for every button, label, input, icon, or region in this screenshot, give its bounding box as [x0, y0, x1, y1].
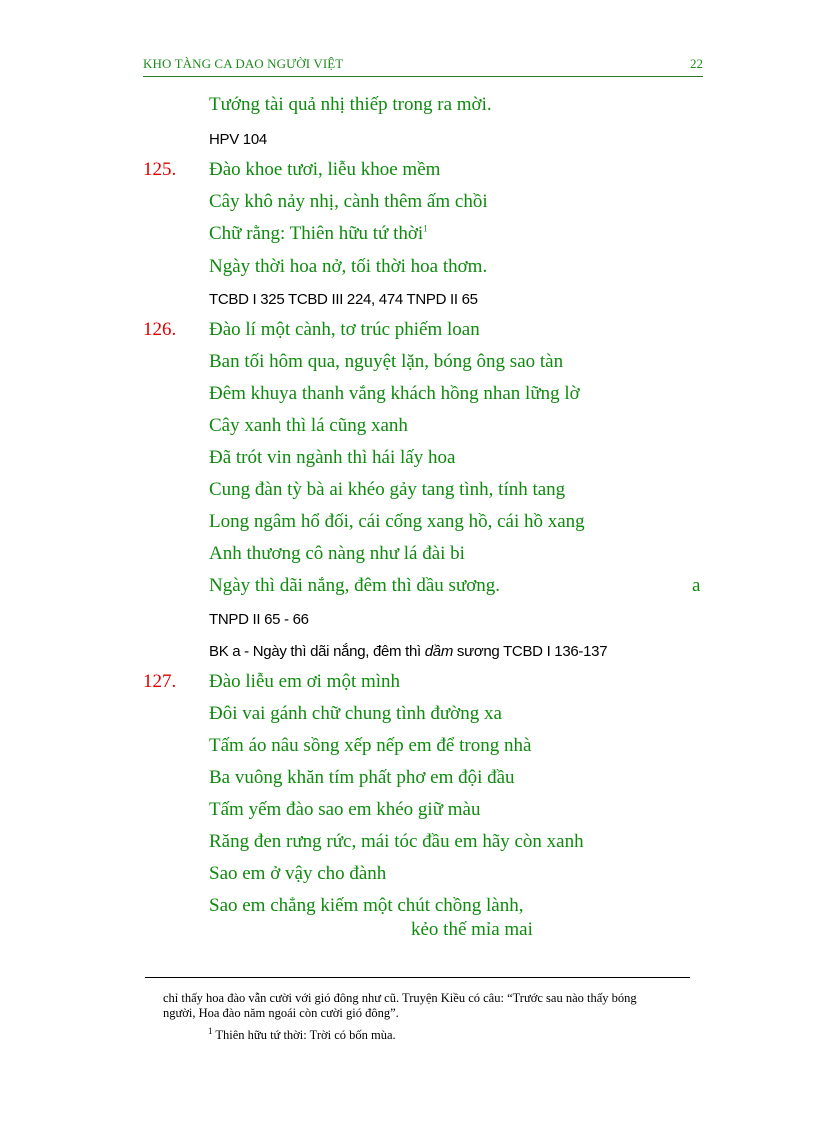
running-header: [143, 56, 703, 77]
variant-word: dầm: [424, 643, 454, 660]
verse-line: Ngày thời hoa nở, tối thời hoa thơm.: [209, 256, 488, 277]
source-ref: TNPD II 65 - 66: [209, 611, 309, 628]
source-ref: HPV 104: [209, 131, 267, 148]
footnote-divider: [145, 977, 690, 978]
variant-text: BK a - Ngày thì dãi nắng, đêm thì: [209, 643, 425, 660]
verse-line: Răng đen rưng rức, mái tóc đầu em hãy còn xanh: [209, 831, 584, 852]
source-ref: TCBD I 325 TCBD III 224, 474 TNPD II 65: [209, 291, 478, 308]
verse-line: Ban tối hôm qua, nguyệt lặn, bóng ông sao tàn: [209, 351, 564, 372]
footnote-mark: 1: [208, 1025, 213, 1036]
verse-line: Đêm khuya thanh vắng khách hồng nhan lững lờ: [209, 383, 580, 404]
verse-line: Đã trót vin ngành thì hái lấy hoa: [209, 447, 456, 468]
page-number: 22: [690, 56, 703, 71]
verse-line: Tướng tài quả nhị thiếp trong ra mời.: [209, 94, 492, 115]
footnote-continued: người, Hoa đào năm ngoái còn cười gió đông”.: [163, 1006, 399, 1020]
verse-line: Sao em ở vậy cho đành: [209, 863, 387, 884]
verse-text: Chữ rằng: Thiên hữu tứ thời: [209, 223, 424, 244]
verse-line: kẻo thế mỉa mai: [411, 919, 533, 940]
verse-line: Cây xanh thì lá cũng xanh: [209, 415, 408, 436]
verse-line: Ngày thì dãi nắng, đêm thì dầu sương.: [209, 575, 501, 596]
verse-line: Cung đàn tỳ bà ai khéo gảy tang tình, tính tang: [209, 479, 566, 500]
verse-line: Đôi vai gánh chữ chung tình đường xa: [209, 703, 502, 724]
verse-line: Ba vuông khăn tím phất phơ em đội đầu: [209, 767, 515, 788]
verse-line: Đào liễu em ơi một mình: [209, 671, 401, 692]
verse-line: Tấm yếm đào sao em khéo giữ màu: [209, 799, 481, 820]
verse-line: Cây khô nảy nhị, cành thêm ấm chồi: [209, 191, 488, 212]
footnote-text: Thiên hữu tứ thời: Trời có bốn mùa.: [212, 1028, 396, 1042]
book-title: KHO TÀNG CA DAO NGƯỜI VIỆT: [143, 56, 344, 71]
variant-marker: a: [692, 575, 701, 596]
variant-note: [209, 643, 607, 660]
verse-line: [209, 223, 428, 245]
variant-source: sương TCBD I 136-137: [453, 643, 608, 660]
verse-number: 125.: [143, 159, 177, 180]
footnote-reference[interactable]: 1: [423, 223, 428, 234]
verse-line: Anh thương cô nàng như lá đài bi: [209, 543, 465, 564]
verse-line: Tấm áo nâu sồng xếp nếp em để trong nhà: [209, 735, 532, 756]
verse-number: 127.: [143, 671, 177, 692]
verse-number: 126.: [143, 319, 177, 340]
verse-line: Đào khoe tươi, liễu khoe mềm: [209, 159, 441, 180]
verse-line: Sao em chẳng kiếm một chút chồng lành,: [209, 895, 524, 916]
footnote-1: [208, 1025, 396, 1043]
verse-line: Long ngâm hổ đối, cái cống xang hồ, cái hồ xang: [209, 511, 585, 532]
verse-line: Đào lí một cành, tơ trúc phiếm loan: [209, 319, 480, 340]
footnote-continued: chỉ thấy hoa đào vẫn cười với gió đông như cũ. Truyện Kiều có câu: “Trước sau nào thấy bóng: [163, 991, 637, 1005]
